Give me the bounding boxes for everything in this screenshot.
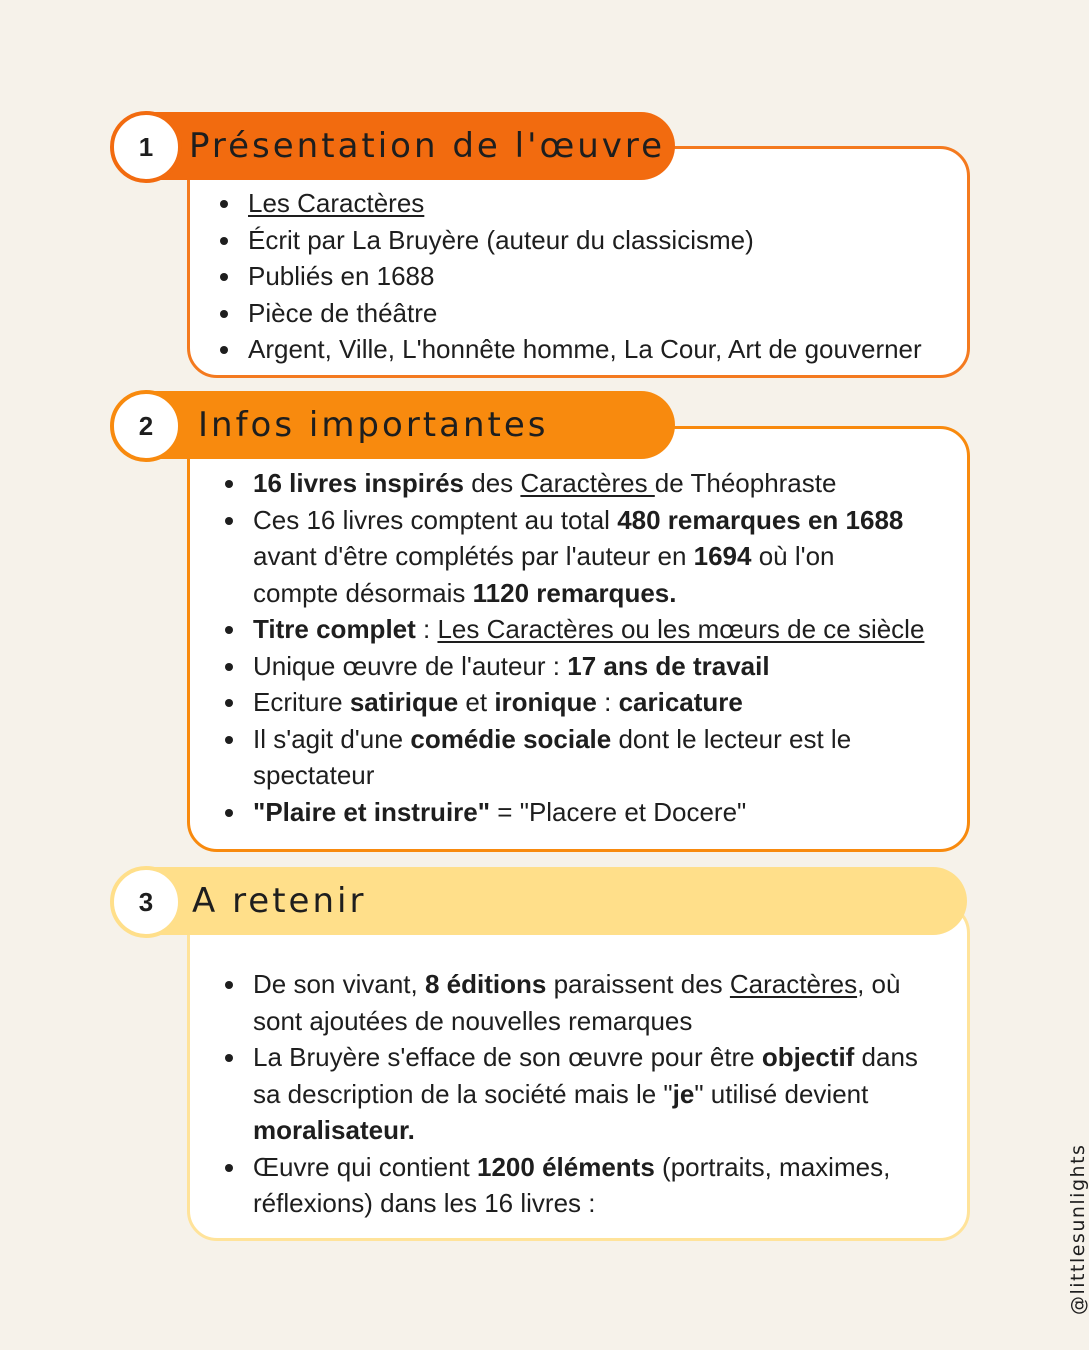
text-fragment: spectateur [253, 760, 375, 790]
text-fragment: " utilisé devient [694, 1078, 869, 1109]
bold-text: 17 ans de travail [567, 650, 770, 681]
text-fragment: De son vivant, [253, 969, 425, 999]
bold-text: objectif [761, 1042, 855, 1072]
section-number-badge: 3 [110, 866, 182, 938]
text-fragment: Ces 16 livres comptent au total [253, 504, 618, 535]
text-fragment: Publiés en 1688 [248, 261, 435, 291]
section-content-box [187, 426, 970, 852]
text-fragment: dont le lecteur est le [611, 723, 852, 754]
bold-text: 1120 remarques. [472, 577, 677, 608]
list-item [218, 222, 922, 259]
section-content-box [187, 903, 970, 1241]
bold-text: moralisateur. [253, 1115, 415, 1145]
text-fragment: sa description de la société mais le " [253, 1078, 673, 1109]
text-fragment: : [596, 687, 619, 717]
section-title-bar [145, 391, 675, 459]
list-item [223, 721, 924, 758]
author-handle: @littlesunlights [1067, 1143, 1089, 1315]
bold-text: 8 éditions [424, 969, 547, 999]
text-fragment: où l'on [751, 541, 835, 571]
list-item [223, 1039, 918, 1076]
text-fragment: La Bruyère s'efface de son œuvre pour être [253, 1042, 762, 1072]
bold-text: je [672, 1078, 695, 1109]
text-fragment: , où [857, 969, 901, 999]
list-item-continuation [223, 757, 924, 794]
list-item [223, 648, 924, 685]
list-item [223, 1149, 918, 1186]
list-item [218, 185, 922, 222]
section-title-bar [145, 112, 675, 180]
text-fragment: dans [854, 1042, 918, 1072]
text-fragment: Œuvre qui contient [253, 1151, 478, 1182]
list-item [223, 502, 924, 539]
bold-text: Titre complet [253, 614, 416, 644]
list-item [218, 258, 922, 295]
text-fragment: sont ajoutées de nouvelles remarques [253, 1005, 693, 1036]
list-item-continuation [223, 538, 924, 575]
text-fragment: paraissent des [546, 969, 730, 999]
text-fragment: Pièce de théâtre [248, 297, 438, 328]
list-item [223, 465, 924, 502]
bold-text: 1694 [693, 541, 752, 571]
list-item [223, 966, 918, 1003]
bold-text: comédie sociale [410, 723, 612, 754]
underlined-title: Les Caractères [248, 188, 425, 218]
list-item-continuation [223, 1185, 918, 1222]
bullet-list [223, 966, 918, 1222]
underlined-title: Caractères [520, 468, 655, 498]
text-fragment: Ecriture [253, 687, 350, 717]
list-item [223, 611, 924, 648]
list-item [223, 684, 924, 721]
section-number-badge: 1 [110, 111, 182, 183]
text-fragment: avant d'être complétés par l'auteur en [253, 541, 694, 571]
section-title: Infos importantes [198, 405, 549, 445]
bold-text: 1200 éléments [477, 1151, 655, 1182]
text-fragment: réflexions) dans les 16 livres : [253, 1188, 596, 1218]
underlined-title: Caractères [729, 969, 858, 999]
text-fragment: Écrit par La Bruyère (auteur du classicisme) [248, 224, 754, 255]
list-item [218, 331, 922, 368]
text-fragment: des [464, 468, 521, 498]
text-fragment: de Théophraste [654, 468, 837, 498]
bold-text: 16 livres inspirés [253, 468, 465, 498]
list-item-continuation [223, 1076, 918, 1113]
section-title: Présentation de l'œuvre [189, 126, 666, 166]
section-number-badge: 2 [110, 390, 182, 462]
bold-text: 480 remarques en 1688 [617, 504, 904, 535]
text-fragment: Argent, Ville, L'honnête homme, La Cour, Art de gouverner [248, 334, 922, 364]
list-item-continuation [223, 575, 924, 612]
text-fragment: Unique œuvre de l'auteur : [253, 650, 568, 681]
list-item [223, 794, 924, 831]
bold-text: ironique [494, 687, 597, 717]
bullet-list [223, 465, 924, 830]
bullet-list [218, 185, 922, 368]
bold-text: "Plaire et instruire" [253, 796, 491, 827]
text-fragment: (portraits, maximes, [654, 1151, 891, 1182]
text-fragment: compte désormais [253, 577, 473, 608]
list-item-continuation [223, 1003, 918, 1040]
list-item-continuation [223, 1112, 918, 1149]
list-item [218, 295, 922, 332]
text-fragment: = "Placere et Docere" [490, 796, 747, 827]
underlined-title: Les Caractères ou les mœurs de ce siècle [437, 614, 925, 644]
text-fragment: : [415, 614, 438, 644]
text-fragment: et [458, 687, 495, 717]
text-fragment: Il s'agit d'une [253, 723, 411, 754]
section-content-box [187, 146, 970, 378]
section-title-bar [145, 867, 967, 935]
bold-text: satirique [349, 687, 459, 717]
bold-text: caricature [618, 687, 743, 717]
section-title: A retenir [192, 881, 367, 921]
